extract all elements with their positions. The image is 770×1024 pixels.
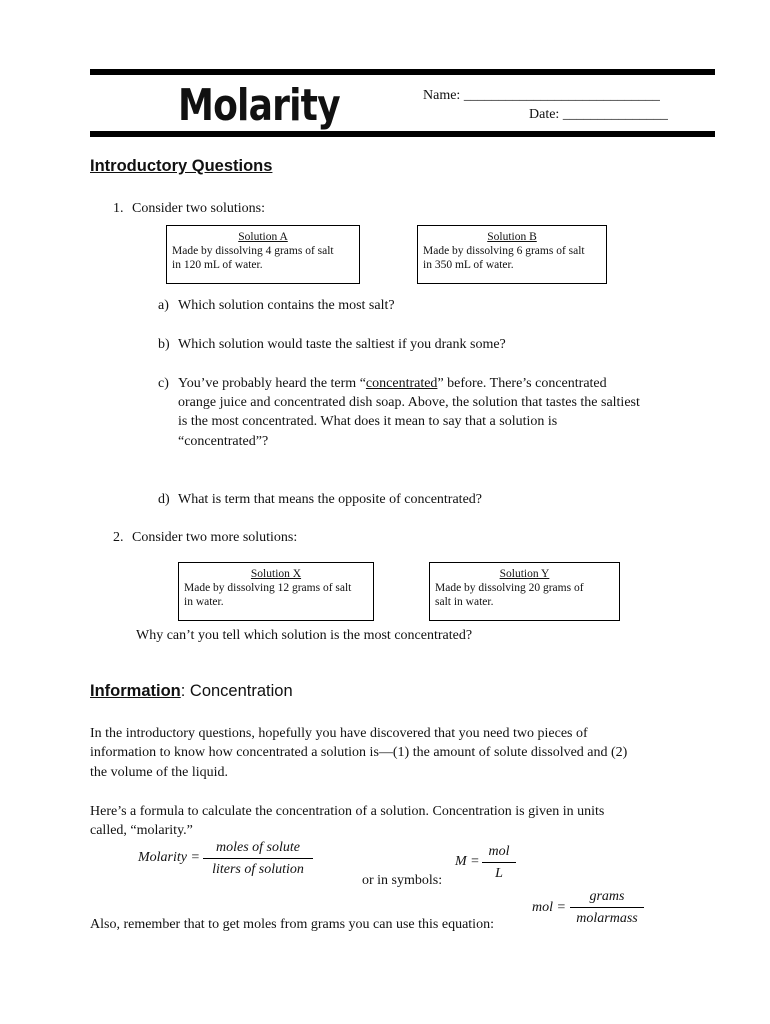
formula2-denominator: L [495, 866, 503, 881]
formula3-denominator: molarmass [576, 911, 638, 926]
q1c-line4: “concentrated”? [178, 434, 269, 449]
q1-text: Consider two solutions: [132, 201, 266, 216]
grams-equation-text: Also, remember that to get moles from grams you can use this equation: [90, 917, 494, 932]
formula2-lhs: M = [455, 854, 480, 869]
solution-y-title: Solution Y [499, 568, 550, 580]
q1c-line1-pre: You’ve probably heard the term “ [178, 376, 366, 391]
formula1-denominator: liters of solution [212, 862, 304, 877]
page-title: Molarity [178, 80, 340, 131]
q1-number: 1. [113, 201, 124, 216]
info-heading [90, 682, 293, 701]
formula1-fraction [203, 840, 313, 878]
q1c-line1 [178, 374, 607, 394]
solution-x-title: Solution X [250, 568, 302, 580]
q1b-text: Which solution would taste the saltiest if you drank some? [178, 337, 506, 352]
solution-x-line: Made by dissolving 12 grams of salt [184, 582, 352, 594]
solution-b-line: Made by dissolving 6 grams of salt [423, 245, 585, 257]
formula1-lhs: Molarity = [138, 850, 200, 865]
q1c-line2: orange juice and concentrated dish soap. Above, the solution that tastes the saltiest [178, 395, 640, 410]
solution-y-line: Made by dissolving 20 grams of [435, 582, 584, 594]
solution-b-line: in 350 mL of water. [423, 259, 514, 271]
q1a-text: Which solution contains the most salt? [178, 298, 395, 313]
q1d-text: What is term that means the opposite of concentrated? [178, 492, 483, 507]
info-para1-line: In the introductory questions, hopefully you have discovered that you need two pieces of [90, 726, 588, 741]
solution-x-line: in water. [184, 596, 224, 608]
symbols-label: or in symbols: [362, 873, 443, 888]
info-para1-line: the volume of the liquid. [90, 765, 229, 780]
formula3-lhs: mol = [532, 900, 566, 915]
info-para2-line: Here’s a formula to calculate the concentration of a solution. Concentration is given in units [90, 804, 605, 819]
solution-a-line: Made by dissolving 4 grams of salt [172, 245, 334, 257]
q1a-letter: a) [158, 298, 169, 313]
info-para2-line: called, “molarity.” [90, 823, 193, 838]
q1b-letter: b) [158, 337, 170, 352]
q1c-letter: c) [158, 376, 169, 391]
q2-text: Consider two more solutions: [132, 530, 298, 545]
q1c-line3: is the most concentrated. What does it mean to say that a solution is [178, 414, 558, 429]
formula3-fraction [570, 889, 644, 927]
formula2-fraction [482, 844, 516, 882]
q1d-letter: d) [158, 492, 170, 507]
info-heading-bold: Information [90, 682, 181, 700]
formula2-numerator: mol [482, 844, 516, 863]
intro-heading [90, 157, 272, 176]
solution-a-box [166, 225, 360, 284]
date-field: Date: _______________ [529, 107, 668, 122]
info-para1-line: information to know how concentrated a solution is—(1) the amount of solute dissolved and (2) [90, 745, 628, 760]
header-bottom-rule [90, 131, 715, 137]
solution-a-title: Solution A [238, 231, 288, 243]
solution-a-line: in 120 mL of water. [172, 259, 263, 271]
solution-y-line: salt in water. [435, 596, 494, 608]
q1c-line1-post: ” before. There’s concentrated [437, 376, 607, 391]
solution-y-box [429, 562, 620, 621]
intro-heading-text: Introductory Questions [90, 157, 273, 175]
info-heading-rest: : Concentration [180, 682, 293, 700]
name-field: Name: ____________________________ [423, 88, 660, 103]
q1c-term: concentrated [365, 376, 438, 391]
formula1-numerator: moles of solute [203, 840, 313, 859]
solution-b-box [417, 225, 607, 284]
q2-followup: Why can’t you tell which solution is the most concentrated? [136, 628, 473, 643]
solution-x-box [178, 562, 374, 621]
solution-b-title: Solution B [487, 231, 537, 243]
formula3-numerator: grams [570, 889, 644, 908]
header-top-rule [90, 69, 715, 75]
q2-number: 2. [113, 530, 124, 545]
